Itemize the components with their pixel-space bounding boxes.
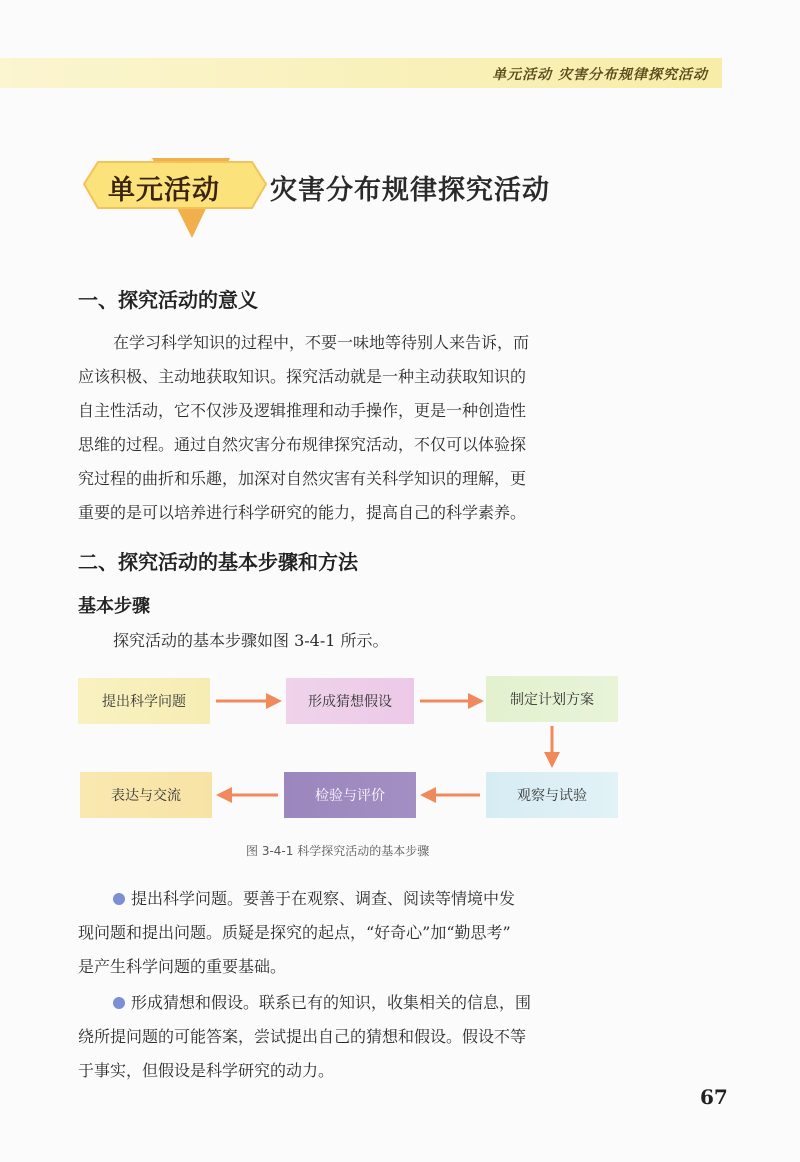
step-form-hypothesis: 形成猜想假设: [286, 678, 414, 724]
bullet-line: 是产生科学问题的重要基础。: [78, 957, 287, 976]
paragraph-line: 自主性活动，它不仅涉及逻辑推理和动手操作，更是一种创造性: [78, 401, 527, 420]
section-heading-2: 二、探究活动的基本步骤和方法: [78, 550, 358, 574]
bullet-text: 形成猜想和假设。联系已有的知识，收集相关的信息，围: [131, 993, 532, 1012]
bullet-line-first: [113, 886, 515, 909]
paragraph-line: 重要的是可以培养进行科学研究的能力，提高自己的科学素养。: [78, 503, 527, 522]
page-number: 67: [700, 1085, 728, 1109]
bullet-dot-icon: [113, 997, 125, 1009]
step-make-plan: 制定计划方案: [486, 676, 618, 722]
paragraph-line: 应该积极、主动地获取知识。探究活动就是一种主动获取知识的: [78, 367, 527, 386]
running-header-bar: [0, 58, 722, 88]
bullet-line-first: [113, 990, 531, 1013]
step-pose-question: 提出科学问题: [78, 678, 210, 724]
step-express-communicate: 表达与交流: [80, 772, 212, 818]
page-title: 灾害分布规律探究活动: [270, 175, 550, 206]
flowchart: [78, 672, 618, 832]
bullet-line: 绕所提问题的可能答案，尝试提出自己的猜想和假设。假设不等: [78, 1027, 527, 1046]
step-observe-experiment: 观察与试验: [486, 772, 618, 818]
paragraph-line: 在学习科学知识的过程中，不要一味地等待别人来告诉，而: [113, 333, 530, 352]
subheading-basic-steps: 基本步骤: [78, 596, 150, 617]
bullet-dot-icon: [113, 893, 125, 905]
chapter-title: [80, 150, 720, 242]
bullet-text: 提出科学问题。要善于在观察、调查、阅读等情境中发: [131, 889, 516, 908]
bullet-line: 于事实，但假设是科学研究的动力。: [78, 1061, 335, 1080]
section-heading-1: 一、探究活动的意义: [78, 288, 258, 312]
title-badge-label: 单元活动: [108, 175, 220, 206]
bullet-line: 现问题和提出问题。质疑是探究的起点，“好奇心”加“勤思考”: [78, 923, 511, 942]
flowchart-intro: 探究活动的基本步骤如图 3-4-1 所示。: [113, 631, 389, 650]
paragraph-line: 究过程的曲折和乐趣，加深对自然灾害有关科学知识的理解，更: [78, 469, 527, 488]
step-test-evaluate: 检验与评价: [284, 772, 416, 818]
figure-caption: 图 3-4-1 科学探究活动的基本步骤: [246, 844, 430, 858]
running-header-title: 单元活动 灾害分布规律探究活动: [492, 67, 708, 83]
paragraph-line: 思维的过程。通过自然灾害分布规律探究活动，不仅可以体验探: [78, 435, 527, 454]
